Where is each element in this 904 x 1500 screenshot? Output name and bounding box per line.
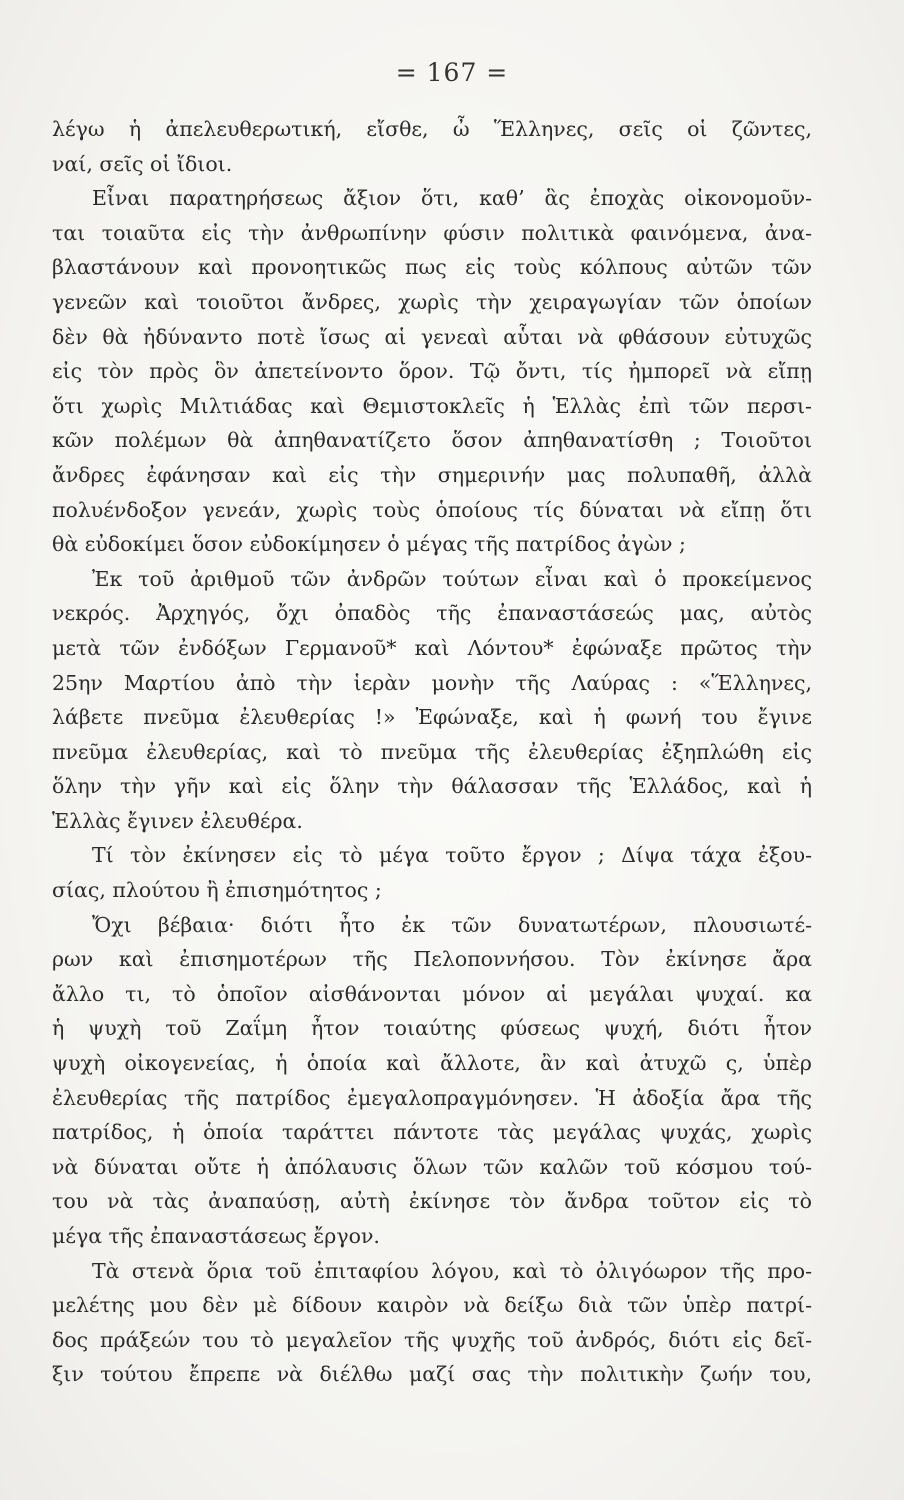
text-line: ὅλην τὴν γῆν καὶ εἰς ὅλην τὴν θάλασσαν τῆς Ἑλλάδος, καὶ ἡ [52, 774, 812, 799]
text-line: πνεῦμα ἐλευθερίας, καὶ τὸ πνεῦμα τῆς ἐλευθερίας ἐξηπλώθη εἰς [52, 739, 812, 764]
text-line: νὰ δύναται οὔτε ἡ ἀπόλαυσις ὅλων τῶν καλῶν τοῦ κόσμου τού- [52, 1154, 812, 1179]
text-line: ἄλλο τι, τὸ ὁποῖον αἰσθάνονται μόνον αἱ μεγάλαι ψυχαί. κα [52, 981, 812, 1006]
text-line: Τὰ στενὰ ὅρια τοῦ ἐπιταφίου λόγου, καὶ τὸ ὀλιγόωρον τῆς προ- [92, 1258, 812, 1283]
text-line: ψυχὴ οἰκογενείας, ἡ ὁποία καὶ ἄλλοτε, ἂν καὶ ἀτυχῶ ς, ὑπὲρ [52, 1051, 812, 1076]
text-line: βλαστάνουν καὶ προνοητικῶς πως εἰς τοὺς κόλπους αὐτῶν τῶν [52, 255, 812, 280]
text-line: Τί τὸν ἐκίνησεν εἰς τὸ μέγα τοῦτο ἔργον ; Δίψα τάχα ἐξου- [92, 843, 812, 868]
text-line: θὰ εὐδοκίμει ὅσον εὐδοκίμησεν ὁ μέγας τῆς πατρίδος ἀγὼν ; [52, 532, 686, 557]
text-line: δὲν θὰ ἠδύναντο ποτὲ ἴσως αἱ γενεαὶ αὗται νὰ φθάσουν εὐτυχῶς [52, 324, 812, 349]
text-line: πατρίδος, ἡ ὁποία ταράττει πάντοτε τὰς μεγάλας ψυχάς, χωρὶς [52, 1120, 812, 1145]
text-line: Ὄχι βέβαια· διότι ἦτο ἐκ τῶν δυνατωτέρων, πλουσιωτέ- [92, 912, 812, 937]
text-line: ὅτι χωρὶς Μιλτιάδας καὶ Θεμιστοκλεῖς ἡ Ἑλλὰς ἐπὶ τῶν περσι- [52, 393, 812, 418]
text-line: μέγα τῆς ἐπαναστάσεως ἔργον. [52, 1224, 380, 1248]
page-text [52, 112, 812, 1392]
text-line: δος πράξεών του τὸ μεγαλεῖον τῆς ψυχῆς τοῦ ἀνδρός, διότι εἰς δεῖ- [52, 1327, 812, 1352]
text-line: ἄνδρες ἐφάνησαν καὶ εἰς τὴν σημερινήν μας πολυπαθῆ, ἀλλὰ [52, 462, 812, 487]
text-line: ρων καὶ ἐπισημοτέρων τῆς Πελοποννήσου. Τὸν ἐκίνησε ἄρα [52, 947, 812, 972]
text-line: πολυένδοξον γενεάν, χωρὶς τοὺς ὁποίους τίς δύναται νὰ εἴπῃ ὅτι [52, 497, 812, 522]
text-line: 25ην Μαρτίου ἀπὸ τὴν ἱερὰν μονὴν τῆς Λαύρας : «Ἕλληνες, [52, 670, 812, 695]
text-line: μελέτης μου δὲν μὲ δίδουν καιρὸν νὰ δείξω διὰ τῶν ὑπὲρ πατρί- [52, 1293, 812, 1318]
text-line: Εἶναι παρατηρήσεως ἄξιον ὅτι, καθ’ ἃς ἐποχὰς οἰκονομοῦν- [92, 186, 812, 211]
text-line: νεκρός. Ἀρχηγός, ὄχι ὀπαδὸς τῆς ἐπαναστάσεώς μας, αὐτὸς [52, 601, 812, 626]
text-line: σίας, πλούτου ἢ ἐπισημότητος ; [52, 878, 382, 903]
text-line: μετὰ τῶν ἐνδόξων Γερμανοῦ* καὶ Λόντου* ἐφώναξε πρῶτος τὴν [52, 635, 812, 660]
text-line: εἰς τὸν πρὸς ὃν ἀπετείνοντο ὅρον. Τῷ ὄντι, τίς ἠμπορεῖ νὰ εἴπῃ [52, 359, 812, 384]
text-line: Ἐκ τοῦ ἀριθμοῦ τῶν ἀνδρῶν τούτων εἶναι καὶ ὁ προκείμενος [92, 566, 812, 591]
text-line: κῶν πολέμων θὰ ἀπηθανατίζετο ὅσον ἀπηθανατίσθη ; Τοιοῦτοι [52, 428, 812, 453]
text-line: ἡ ψυχὴ τοῦ Ζαΐμη ἦτον τοιαύτης φύσεως ψυχή, διότι ἦτον [52, 1016, 812, 1041]
text-line: ται τοιαῦτα εἰς τὴν ἀνθρωπίνην φύσιν πολιτικὰ φαινόμενα, ἀνα- [52, 220, 812, 245]
text-line: λάβετε πνεῦμα ἐλευθερίας !» Ἐφώναξε, καὶ ἡ φωνή του ἔγινε [52, 705, 812, 730]
text-line: ξιν τούτου ἔπρεπε νὰ διέλθω μαζί σας τὴν πολιτικὴν ζωήν του, [52, 1362, 812, 1387]
page-number: = 167 = [395, 58, 509, 87]
text-line: ναί, σεῖς οἱ ἴδιοι. [52, 151, 233, 176]
text-line: λέγω ἡ ἀπελευθερωτική, εἴσθε, ὦ Ἕλληνες, σεῖς οἱ ζῶντες, [52, 117, 812, 141]
text-line: γενεῶν καὶ τοιοῦτοι ἄνδρες, χωρὶς τὴν χειραγωγίαν τῶν ὁποίων [52, 289, 812, 314]
text-line: του νὰ τὰς ἀναπαύσῃ, αὐτὴ ἐκίνησε τὸν ἄνδρα τοῦτον εἰς τὸ [52, 1189, 812, 1214]
text-line: Ἑλλὰς ἔγινεν ἐλευθέρα. [52, 808, 303, 833]
text-line: ἐλευθερίας τῆς πατρίδος ἐμεγαλοπραγμόνησεν. Ἡ ἀδοξία ἄρα τῆς [52, 1085, 812, 1110]
